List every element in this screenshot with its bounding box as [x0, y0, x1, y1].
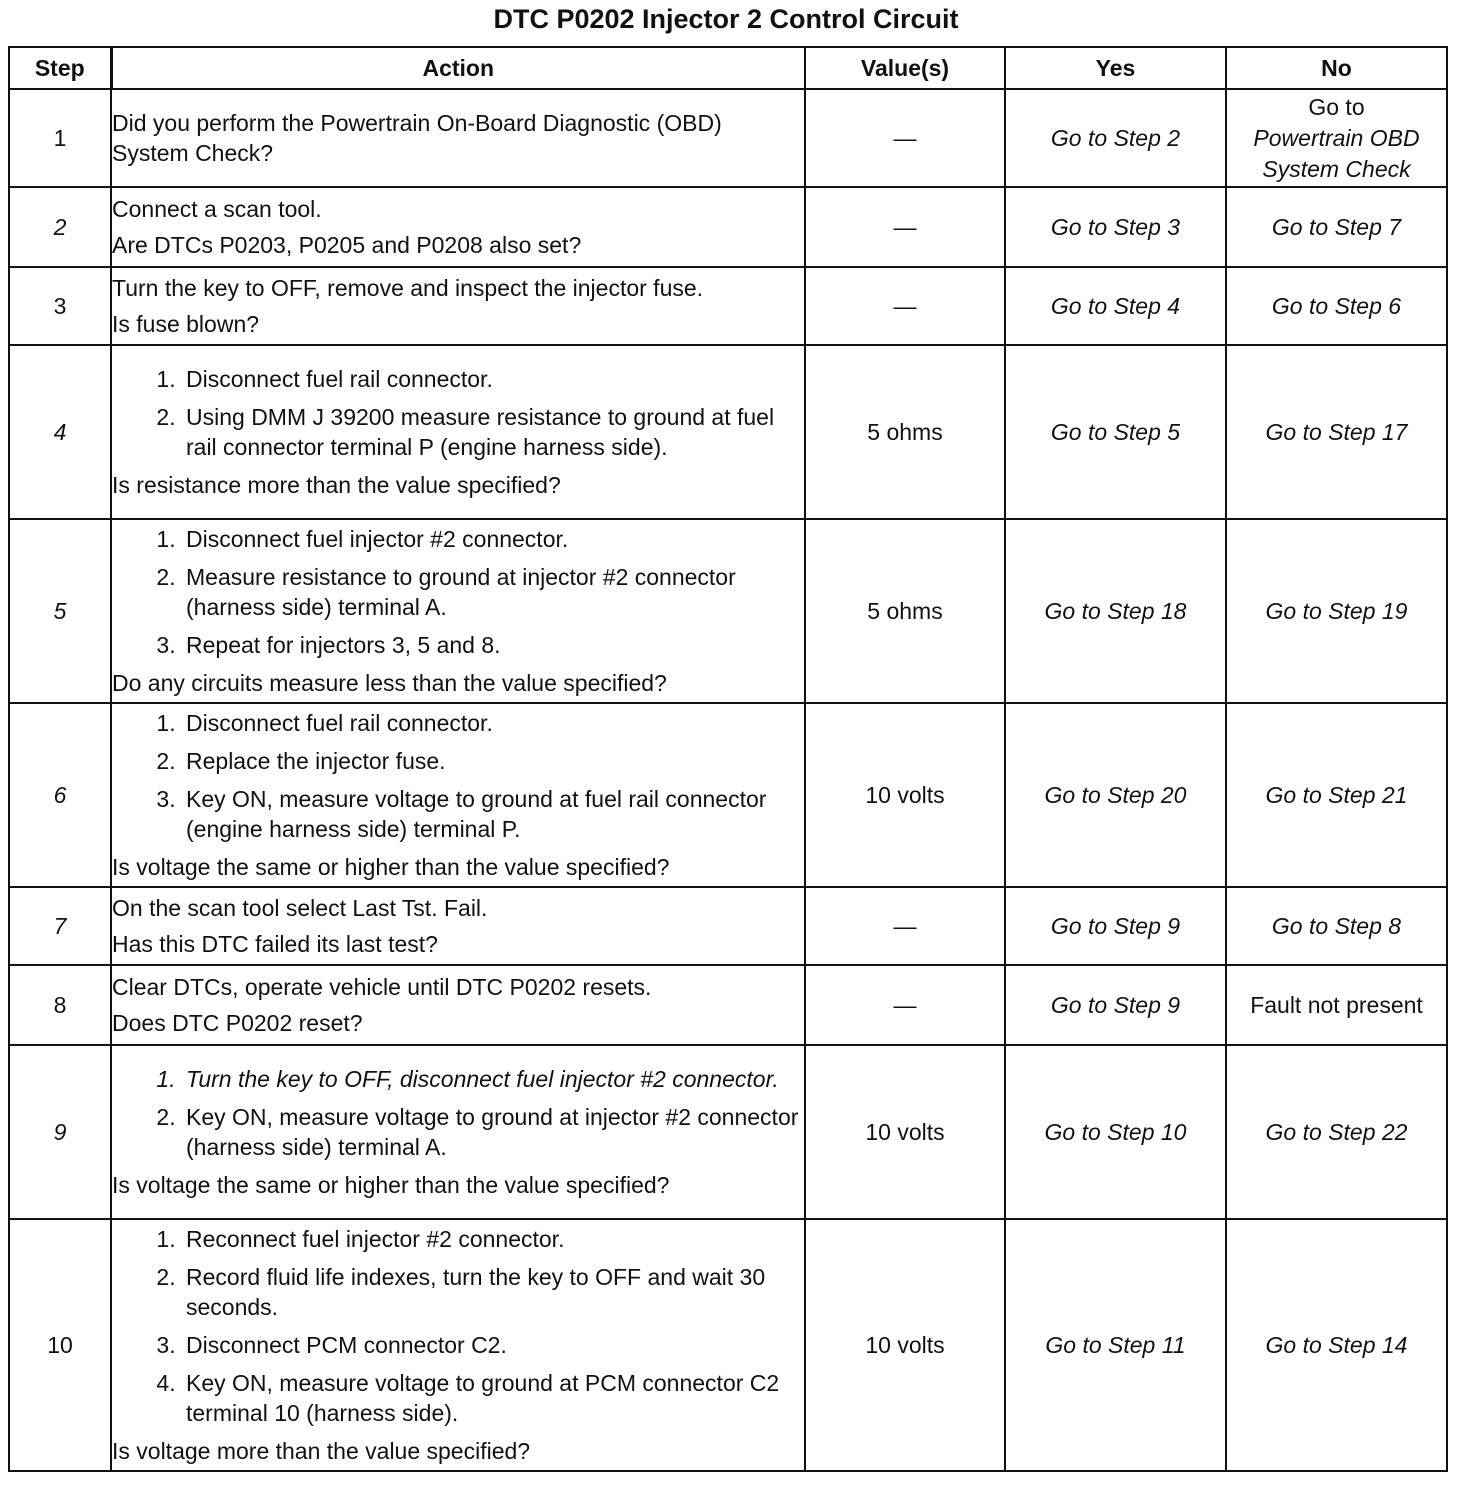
value-cell: 10 volts — [805, 1045, 1005, 1219]
no-cell: Go to Step 8 — [1226, 887, 1447, 965]
action-cell — [111, 345, 805, 519]
header-row — [9, 47, 1447, 89]
yes-cell: Go to Step 5 — [1005, 345, 1226, 519]
action-step: 1. Disconnect fuel rail connector. — [182, 708, 804, 738]
yes-cell: Go to Step 2 — [1005, 89, 1226, 187]
action-question: Is fuse blown? — [112, 311, 260, 337]
table-row — [9, 1219, 1447, 1471]
table-row — [9, 345, 1447, 519]
action-text: Turn the key to OFF, remove and inspect the injector fuse. — [112, 275, 704, 301]
action-step: 2. Using DMM J 39200 measure resistance to ground at fuel rail connector terminal P (engine harness side). — [182, 402, 804, 462]
action-step: 1. Disconnect fuel rail connector. — [182, 364, 804, 394]
table-row — [9, 267, 1447, 345]
page-title: DTC P0202 Injector 2 Control Circuit — [493, 4, 959, 34]
no-text: Go to — [1308, 93, 1365, 120]
step-number: 10 — [9, 1219, 111, 1471]
action-cell — [111, 89, 805, 187]
action-step: 1. Reconnect fuel injector #2 connector. — [182, 1224, 804, 1254]
action-question: Has this DTC failed its last test? — [112, 931, 438, 957]
yes-cell: Go to Step 18 — [1005, 519, 1226, 703]
step-number: 3 — [9, 267, 111, 345]
action-text: Connect a scan tool. — [112, 196, 322, 222]
action-question: Is voltage more than the value specified? — [112, 1438, 531, 1464]
value-cell: 5 ohms — [805, 519, 1005, 703]
step-number: 8 — [9, 965, 111, 1045]
action-cell — [111, 965, 805, 1045]
step-number: 5 — [9, 519, 111, 703]
no-cell: Go to Step 14 — [1226, 1219, 1447, 1471]
value-cell: — — [805, 887, 1005, 965]
values-header: Value(s) — [805, 47, 1005, 89]
action-text: Clear DTCs, operate vehicle until DTC P0202 resets. — [112, 974, 652, 1000]
step-number: 7 — [9, 887, 111, 965]
no-cell: Go to Step 22 — [1226, 1045, 1447, 1219]
action-cell — [111, 1219, 805, 1471]
action-step: 1. Disconnect fuel injector #2 connector. — [182, 524, 804, 554]
action-step: 2. Replace the injector fuse. — [182, 746, 804, 776]
action-step: 1. Turn the key to OFF, disconnect fuel injector #2 connector. — [182, 1064, 804, 1094]
value-cell: — — [805, 267, 1005, 345]
no-cell: Go to Step 6 — [1226, 267, 1447, 345]
action-steps-list — [112, 708, 804, 844]
action-step: 3. Disconnect PCM connector C2. — [182, 1330, 804, 1360]
action-cell — [111, 267, 805, 345]
action-cell — [111, 519, 805, 703]
yes-cell: Go to Step 20 — [1005, 703, 1226, 887]
action-text: Did you perform the Powertrain On-Board Diagnostic (OBD) System Check? — [112, 110, 722, 166]
action-step: 3. Key ON, measure voltage to ground at fuel rail connector (engine harness side) terminal P. — [182, 784, 804, 844]
table-row — [9, 1045, 1447, 1219]
table-row — [9, 187, 1447, 267]
action-question: Does DTC P0202 reset? — [112, 1010, 363, 1036]
action-cell — [111, 187, 805, 267]
value-cell: 10 volts — [805, 703, 1005, 887]
table-row — [9, 519, 1447, 703]
action-step: 4. Key ON, measure voltage to ground at PCM connector C2 terminal 10 (harness side). — [182, 1368, 804, 1428]
no-cell: Fault not present — [1226, 965, 1447, 1045]
action-steps-list — [112, 364, 804, 462]
action-step: 2. Measure resistance to ground at injector #2 connector (harness side) terminal A. — [182, 562, 804, 622]
table-row — [9, 965, 1447, 1045]
action-steps-list — [112, 1224, 804, 1428]
yes-cell: Go to Step 9 — [1005, 965, 1226, 1045]
action-header: Action — [111, 47, 805, 89]
value-cell: 10 volts — [805, 1219, 1005, 1471]
action-question: Do any circuits measure less than the value specified? — [112, 670, 667, 696]
diagnostic-table — [8, 46, 1448, 1472]
action-question: Is resistance more than the value specified? — [112, 472, 561, 498]
no-reference-text: Powertrain OBD System Check — [1253, 124, 1420, 182]
no-cell: Go to Step 17 — [1226, 345, 1447, 519]
step-number: 9 — [9, 1045, 111, 1219]
table-row — [9, 89, 1447, 187]
action-step: 2. Key ON, measure voltage to ground at injector #2 connector (harness side) terminal A. — [182, 1102, 804, 1162]
action-step: 2. Record fluid life indexes, turn the key to OFF and wait 30 seconds. — [182, 1262, 804, 1322]
action-cell — [111, 703, 805, 887]
yes-cell: Go to Step 4 — [1005, 267, 1226, 345]
action-text: On the scan tool select Last Tst. Fail. — [112, 895, 488, 921]
action-steps-list — [112, 1064, 804, 1162]
no-header: No — [1226, 47, 1447, 89]
table-row — [9, 887, 1447, 965]
action-step: 3. Repeat for injectors 3, 5 and 8. — [182, 630, 804, 660]
no-reference — [1227, 123, 1446, 185]
no-cell: Go to Step 21 — [1226, 703, 1447, 887]
yes-header: Yes — [1005, 47, 1226, 89]
action-cell — [111, 1045, 805, 1219]
value-cell: — — [805, 89, 1005, 187]
yes-cell: Go to Step 10 — [1005, 1045, 1226, 1219]
no-cell — [1226, 89, 1447, 187]
step-number: 4 — [9, 345, 111, 519]
value-cell: — — [805, 187, 1005, 267]
yes-cell: Go to Step 3 — [1005, 187, 1226, 267]
table-row — [9, 703, 1447, 887]
value-cell: — — [805, 965, 1005, 1045]
step-header: Step — [9, 47, 111, 89]
no-cell: Go to Step 19 — [1226, 519, 1447, 703]
action-question: Is voltage the same or higher than the value specified? — [112, 854, 670, 880]
step-number: 6 — [9, 703, 111, 887]
step-number: 1 — [9, 89, 111, 187]
action-cell — [111, 887, 805, 965]
action-question: Is voltage the same or higher than the value specified? — [112, 1172, 670, 1198]
no-cell: Go to Step 7 — [1226, 187, 1447, 267]
value-cell: 5 ohms — [805, 345, 1005, 519]
action-question: Are DTCs P0203, P0205 and P0208 also set? — [112, 232, 582, 258]
step-number: 2 — [9, 187, 111, 267]
yes-cell: Go to Step 9 — [1005, 887, 1226, 965]
action-steps-list — [112, 524, 804, 660]
yes-cell: Go to Step 11 — [1005, 1219, 1226, 1471]
